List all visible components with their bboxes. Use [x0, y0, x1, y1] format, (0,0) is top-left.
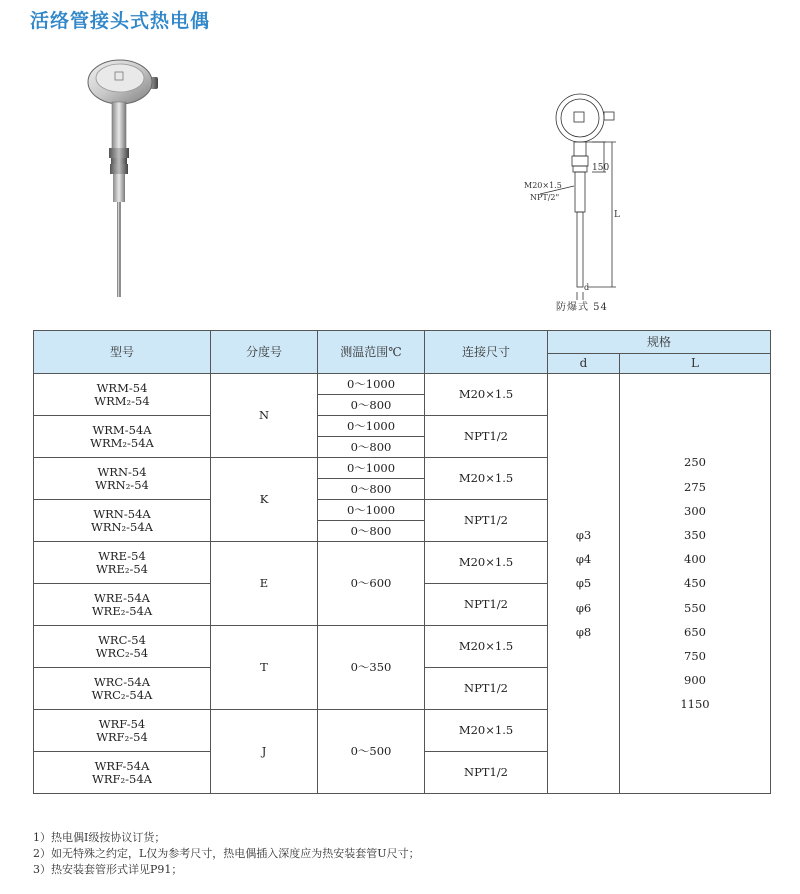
connection-cell: NPT1/2 [425, 668, 548, 710]
range-cell: 0～800 [318, 437, 425, 458]
header-range: 测温范围℃ [318, 331, 425, 374]
header-l: L [620, 354, 771, 374]
connection-cell: M20×1.5 [425, 626, 548, 668]
dim-d-label: d [584, 283, 590, 292]
notes [33, 830, 420, 878]
model-cell: WRM-54A WRM₂-54A [34, 416, 211, 458]
grade-cell: T [211, 626, 318, 710]
model-cell: WRC-54A WRC₂-54A [34, 668, 211, 710]
dim-l-label: L [614, 210, 620, 220]
d-values-cell: φ3 φ4 φ5 φ6 φ8 [548, 374, 620, 794]
drawing-caption: 防爆式 54 [556, 302, 608, 313]
connection-cell: M20×1.5 [425, 374, 548, 416]
header-model: 型号 [34, 331, 211, 374]
grade-cell: N [211, 374, 318, 458]
header-grade: 分度号 [211, 331, 318, 374]
range-cell: 0～800 [318, 521, 425, 542]
connection-cell: M20×1.5 [425, 458, 548, 500]
header-d: d [548, 354, 620, 374]
connection-cell: NPT1/2 [425, 416, 548, 458]
model-cell: WRE-54A WRE₂-54A [34, 584, 211, 626]
npt-label: NPT/2" [530, 193, 560, 202]
connection-cell: NPT1/2 [425, 752, 548, 794]
l-values-cell: 250 275 300 350 400 450 550 650 750 900 1150 [620, 374, 771, 794]
note-item: 3）热安装套管形式详见P91； [33, 863, 183, 876]
range-cell: 0～1000 [318, 458, 425, 479]
range-cell: 0～1000 [318, 500, 425, 521]
connection-cell: NPT1/2 [425, 584, 548, 626]
range-cell: 0～350 [318, 626, 425, 710]
page-title: 活络管接头式热电偶 [30, 10, 211, 32]
table-row [34, 374, 771, 395]
grade-cell: J [211, 710, 318, 794]
range-cell: 0～800 [318, 395, 425, 416]
header-spec: 规格 [548, 331, 771, 354]
range-cell: 0～1000 [318, 416, 425, 437]
dim-150-label: 150 [592, 163, 610, 173]
range-cell: 0～800 [318, 479, 425, 500]
range-cell: 0～1000 [318, 374, 425, 395]
dimension-drawing [520, 82, 680, 312]
connection-cell: NPT1/2 [425, 500, 548, 542]
model-cell: WRF-54A WRF₂-54A [34, 752, 211, 794]
model-cell: WRM-54 WRM₂-54 [34, 374, 211, 416]
connection-cell: M20×1.5 [425, 710, 548, 752]
model-cell: WRE-54 WRE₂-54 [34, 542, 211, 584]
range-cell: 0～600 [318, 542, 425, 626]
grade-cell: E [211, 542, 318, 626]
header-connection: 连接尺寸 [425, 331, 548, 374]
connection-cell: M20×1.5 [425, 542, 548, 584]
thread-label: M20×1.5 [524, 181, 562, 190]
spec-table [33, 330, 771, 794]
range-cell: 0～500 [318, 710, 425, 794]
model-cell: WRN-54A WRN₂-54A [34, 500, 211, 542]
grade-cell: K [211, 458, 318, 542]
note-item: 1）热电偶I级按协议订货； [33, 831, 166, 844]
model-cell: WRC-54 WRC₂-54 [34, 626, 211, 668]
model-cell: WRN-54 WRN₂-54 [34, 458, 211, 500]
model-cell: WRF-54 WRF₂-54 [34, 710, 211, 752]
note-item: 2）如无特殊之约定，L仅为参考尺寸，热电偶插入深度应为热安装套管U尺寸； [33, 847, 420, 860]
thermocouple-photo [60, 52, 180, 302]
